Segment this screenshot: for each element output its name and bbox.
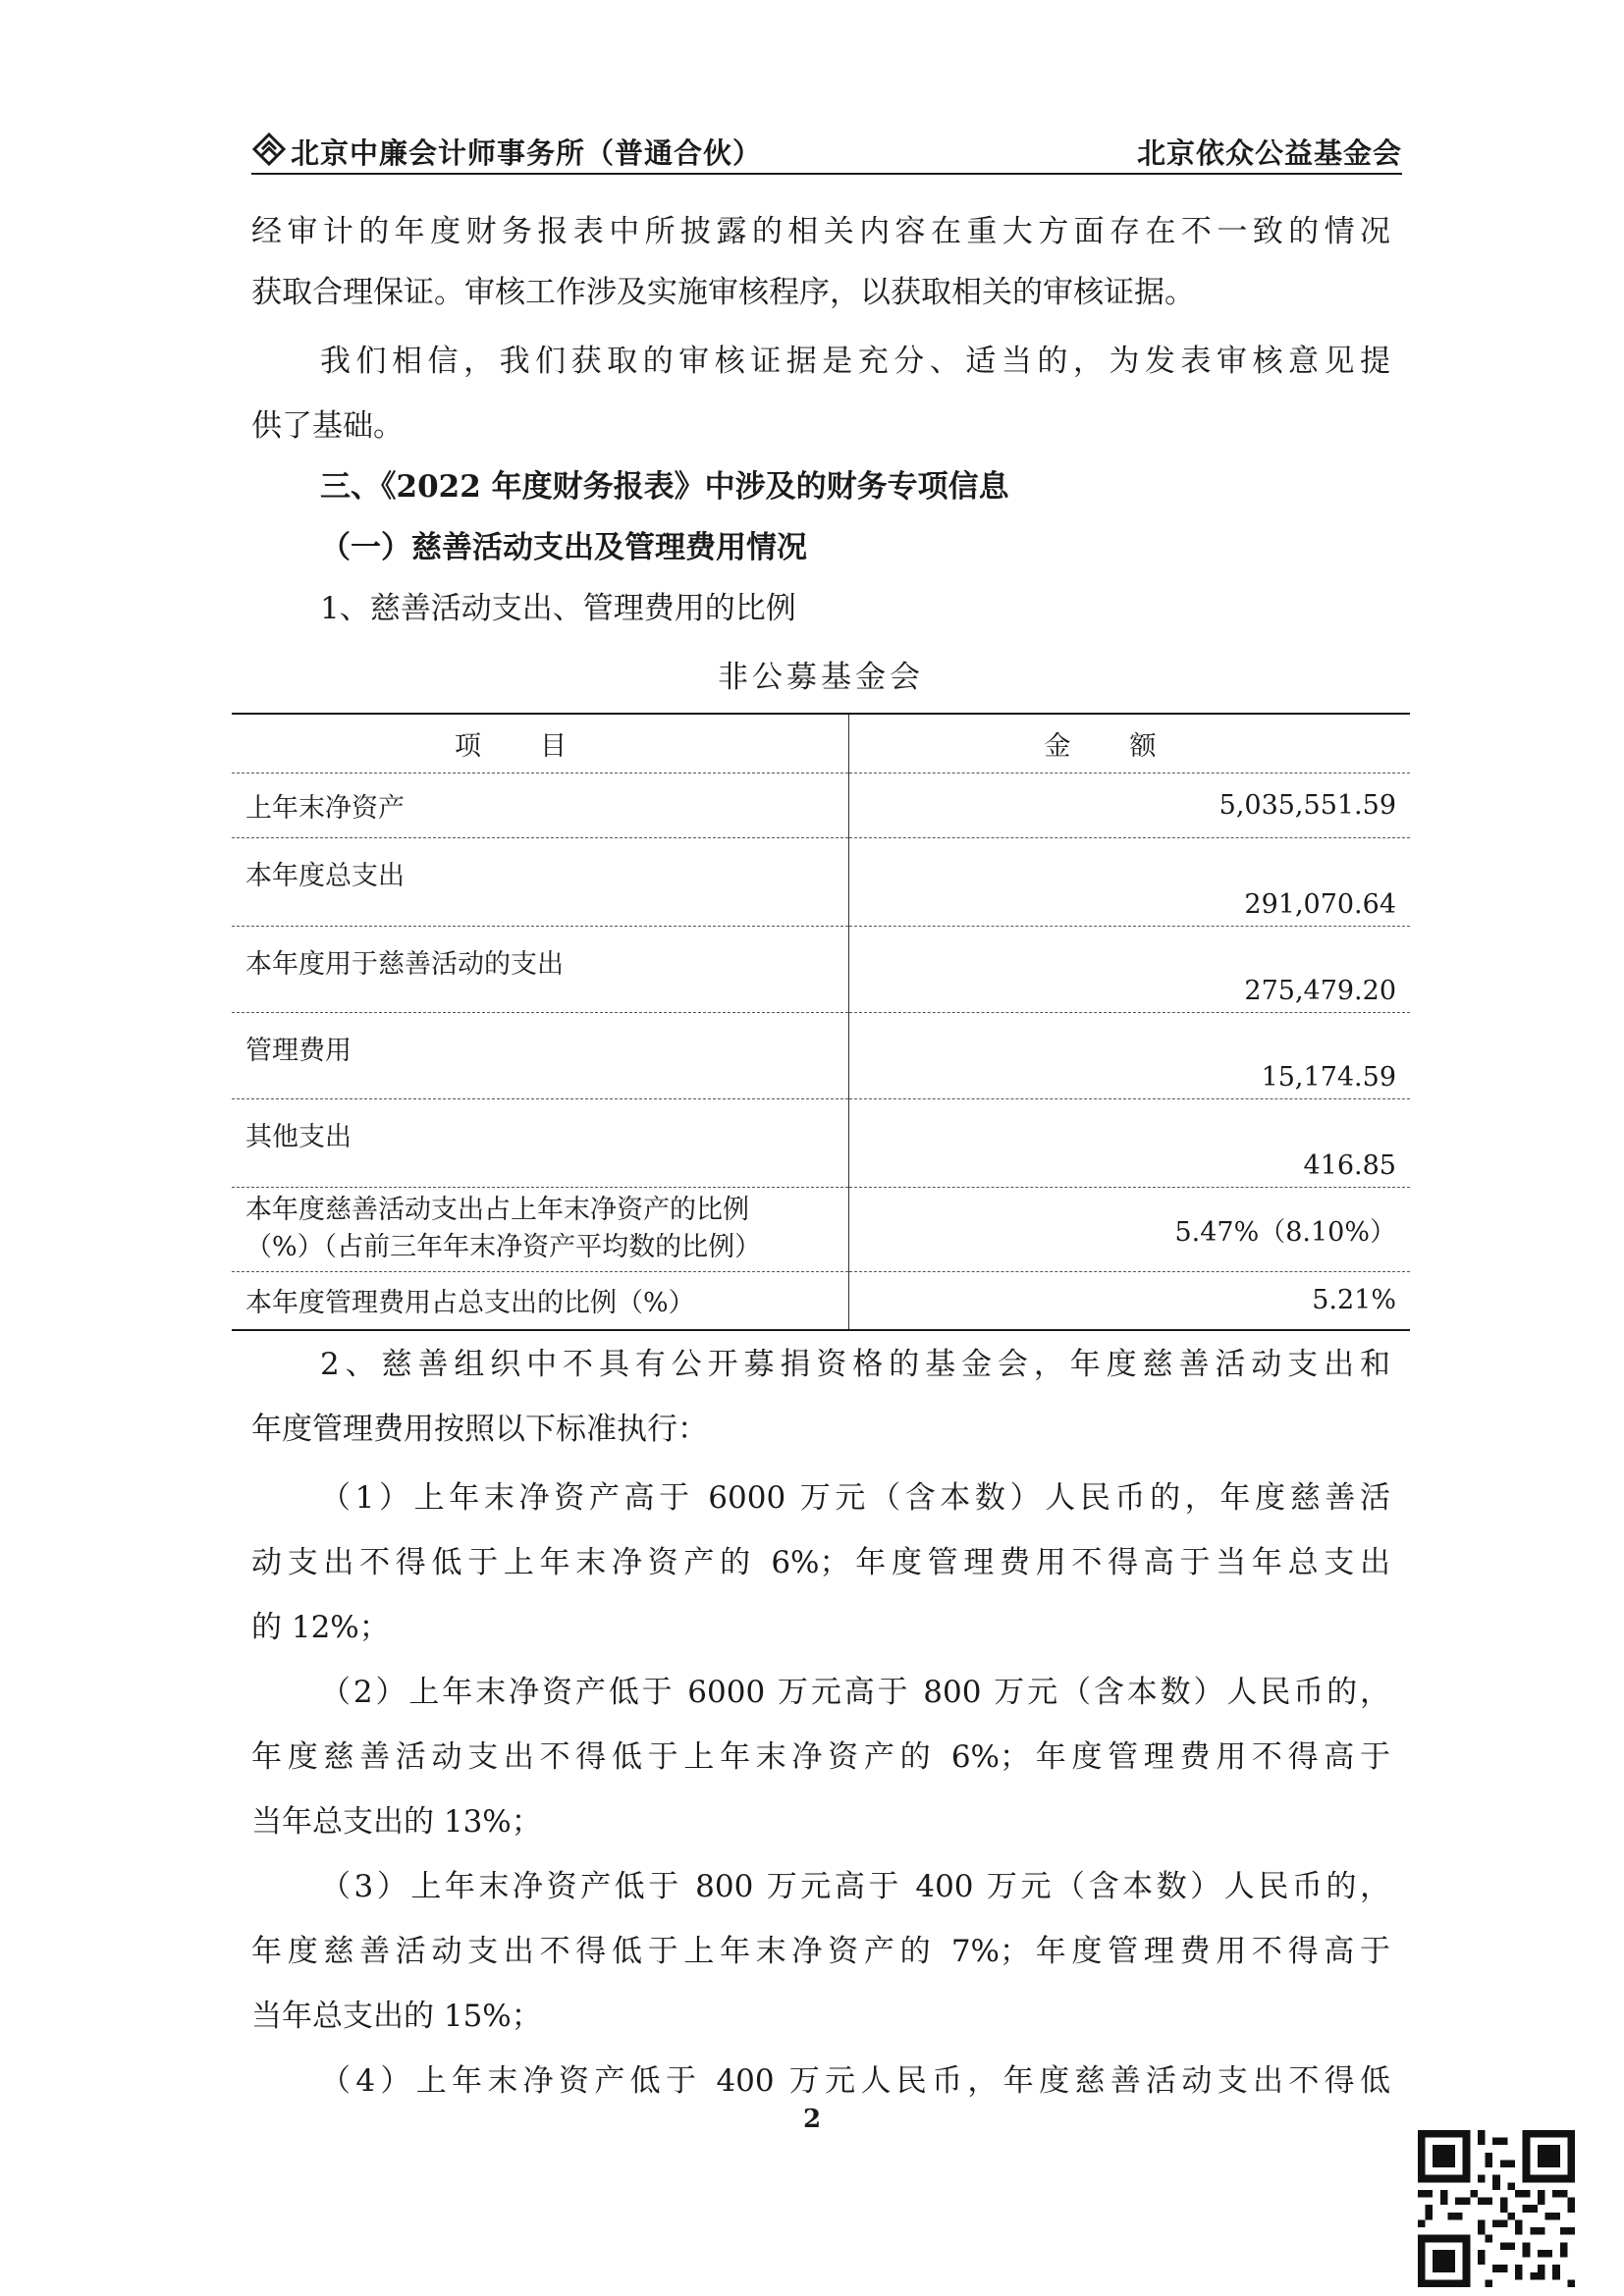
paragraph-line: 的 12%；: [251, 1610, 390, 1645]
paragraph-line: 动支出不得低于上年末净资产的 6%；年度管理费用不得高于当年总支出: [251, 1545, 1390, 1580]
paragraph-line: 年度慈善活动支出不得低于上年末净资产的 7%；年度管理费用不得高于: [251, 1934, 1390, 1969]
row-value: 416.85: [849, 1098, 1411, 1187]
row-value: 15,174.59: [849, 1012, 1411, 1098]
table-row: [232, 837, 1410, 926]
table-row: [232, 773, 1410, 837]
paragraph-line: 供了基础。: [251, 408, 404, 444]
header-client-name: 北京依众公益基金会: [1136, 136, 1402, 170]
paragraph-line: 当年总支出的 15%；: [251, 1999, 542, 2034]
paragraph-line: 经审计的年度财务报表中所披露的相关内容在重大方面存在不一致的情况: [251, 214, 1390, 249]
row-label: 上年末净资产: [232, 773, 849, 837]
row-value: 5,035,551.59: [849, 773, 1411, 837]
row-label-line: （%）（占前三年年末净资产平均数的比例）: [245, 1232, 762, 1262]
row-value: 5.47%（8.10%）: [849, 1187, 1411, 1271]
header-rule: [251, 173, 1402, 175]
paragraph-line: 年度慈善活动支出不得低于上年末净资产的 6%；年度管理费用不得高于: [251, 1739, 1390, 1775]
table-row: [232, 1187, 1410, 1271]
row-value: 5.21%: [849, 1271, 1411, 1330]
header-firm-name: 北京中廉会计师事务所（普通合伙）: [291, 136, 763, 170]
subsection-heading: （一）慈善活动支出及管理费用情况: [320, 530, 807, 565]
row-value: 291,070.64: [849, 837, 1411, 926]
page-number: 2: [802, 2105, 822, 2134]
row-label: 管理费用: [232, 1012, 849, 1098]
paragraph-line: （2）上年末净资产低于 6000 万元高于 800 万元（含本数）人民币的，: [320, 1675, 1390, 1710]
row-label: [232, 1187, 849, 1271]
paragraph-line: 我们相信，我们获取的审核证据是充分、适当的，为发表审核意见提: [320, 344, 1390, 379]
paragraph-line: 当年总支出的 13%；: [251, 1804, 542, 1840]
paragraph-line: （3）上年末净资产低于 800 万元高于 400 万元（含本数）人民币的，: [320, 1869, 1390, 1904]
paragraph-line: 2、慈善组织中不具有公开募捐资格的基金会，年度慈善活动支出和: [320, 1347, 1390, 1382]
item-heading: 1、慈善活动支出、管理费用的比例: [320, 591, 796, 626]
qr-code-icon: [1418, 2130, 1575, 2287]
table-header-row: [232, 714, 1410, 773]
header-amount: 金额: [849, 714, 1411, 773]
header-item: 项目: [232, 714, 849, 773]
row-label: 其他支出: [232, 1098, 849, 1187]
table-title: 非公募基金会: [718, 660, 924, 695]
row-value: 275,479.20: [849, 926, 1411, 1012]
firm-logo-icon: [251, 132, 287, 167]
section-heading: 三、《2022 年度财务报表》中涉及的财务专项信息: [320, 469, 1009, 505]
table-row: [232, 1098, 1410, 1187]
row-label: 本年度用于慈善活动的支出: [232, 926, 849, 1012]
row-label: 本年度管理费用占总支出的比例（%）: [232, 1271, 849, 1330]
table-row: [232, 1271, 1410, 1330]
page-header: [251, 126, 1402, 177]
paragraph-line: （1）上年末净资产高于 6000 万元（含本数）人民币的，年度慈善活: [320, 1480, 1390, 1516]
financial-table: [232, 713, 1410, 1331]
paragraph-line: 年度管理费用按照以下标准执行：: [251, 1412, 708, 1447]
row-label: 本年度总支出: [232, 837, 849, 926]
paragraph-line: （4）上年末净资产低于 400 万元人民币，年度慈善活动支出不得低: [320, 2063, 1390, 2099]
table-row: [232, 926, 1410, 1012]
row-label-line: 本年度慈善活动支出占上年末净资产的比例: [245, 1195, 749, 1225]
paragraph-line: 获取合理保证。审核工作涉及实施审核程序，以获取相关的审核证据。: [251, 275, 1195, 310]
table-row: [232, 1012, 1410, 1098]
